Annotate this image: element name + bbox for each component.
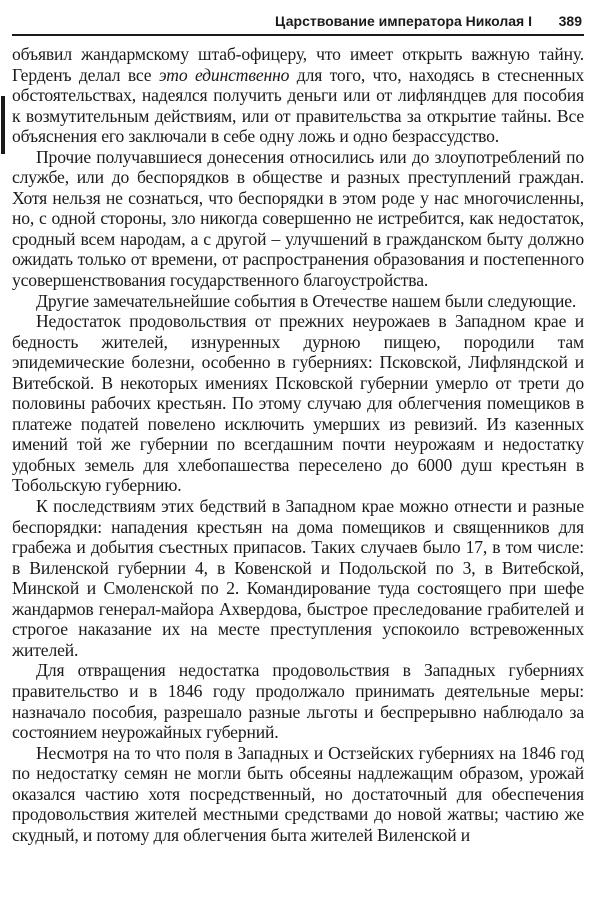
book-page — [12, 0, 584, 898]
paragraph-4: Недостаток продовольствия от прежних неурожаев в Западном крае и бедность жителей, изнуренных дурною пищею, породили там эпидемические болезни, особенно в губерниях: Псковской, Лифляндской и Витебской. В некоторых имениях Псковской губернии умерло от трети до половины рабочих крестьян. По этому случаю для облегчения помещиков в платеже податей повелено исключить умерших из ревизий. Из казенных имений той же губернии по всегдашним почти неурожаям и недостатку удобных земель для хлебопашества переселено до 6000 душ крестьян в Тобольскую губернию. — [12, 311, 584, 496]
page-header — [12, 10, 584, 36]
paragraph-3: Другие замечательнейшие события в Отечестве нашем были следующие. — [36, 290, 577, 311]
paragraph-1-text-end: для того, что, находясь в стесненных обстоятельствах, надеялся получить деньги или от лифляндцев для пособия к возмутительным действиям, или от правительства за открытие тайны. Все объяснения его заключали в себе одну ложь и одно безрассудство. — [12, 64, 585, 147]
paragraph-1 — [12, 44, 584, 147]
page-number: 389 — [558, 13, 582, 29]
paragraph-5: К последствиям этих бедствий в Западном крае можно отнести и разные беспорядки: нападения крестьян на дома помещиков и священников для грабежа и добытия съестных припасов. Таких случаев было 17, в том числе: в Виленской губернии 4, в Ковенской и Подольской по 3, в Витебской, Минской и Смоленской по 2. Командирование туда состоящего при шефе жандармов генерал-майора Ахвердова, быстрое преследование грабителей и строгое наказание их на месте преступления успокоило встревоженных жителей. — [12, 496, 584, 660]
paragraph-1-text-start: объявил жандармскому штаб-офицеру, что имеет открыть важную тайну. Герденъ делал все — [12, 44, 584, 85]
margin-mark — [1, 96, 5, 154]
paragraph-1-emphasis: это единственно — [158, 64, 290, 85]
body-text — [12, 44, 584, 845]
paragraph-6: Для отвращения недостатка продовольствия в Западных губерниях правительство и в 1846 году продолжало принимать деятельные меры: назначало пособия, разрешало разные льготы и беспрерывно наблюдало за состоянием неурожайных губерний. — [12, 660, 584, 743]
paragraph-7: Несмотря на то что поля в Западных и Остзейских губерниях на 1846 год по недостатку семян не могли быть обсеяны надлежащим образом, урожай оказался частию хотя посредственный, но достаточный для обеспечения продовольствия жителей местными средствами до новой жатвы; частию же скудный, и потому для облегчения быта жителей Виленской и — [12, 742, 584, 845]
running-title: Царствование императора Николая I — [274, 13, 532, 29]
paragraph-2: Прочие получавшиеся донесения относились или до злоупотреблений по службе, или до беспорядков в обществе и разных преступлений граждан. Хотя нельзя не сознаться, что беспорядки в этом роде у нас многочисленны, но, с одной стороны, зло никогда совершенно не истребится, как недостаток, сродный всем народам, а с другой – улучшений в гражданском быту должно ожидать только от времени, от распространения образования и постепенного усовершенствования государственного благоустройства. — [12, 146, 584, 291]
